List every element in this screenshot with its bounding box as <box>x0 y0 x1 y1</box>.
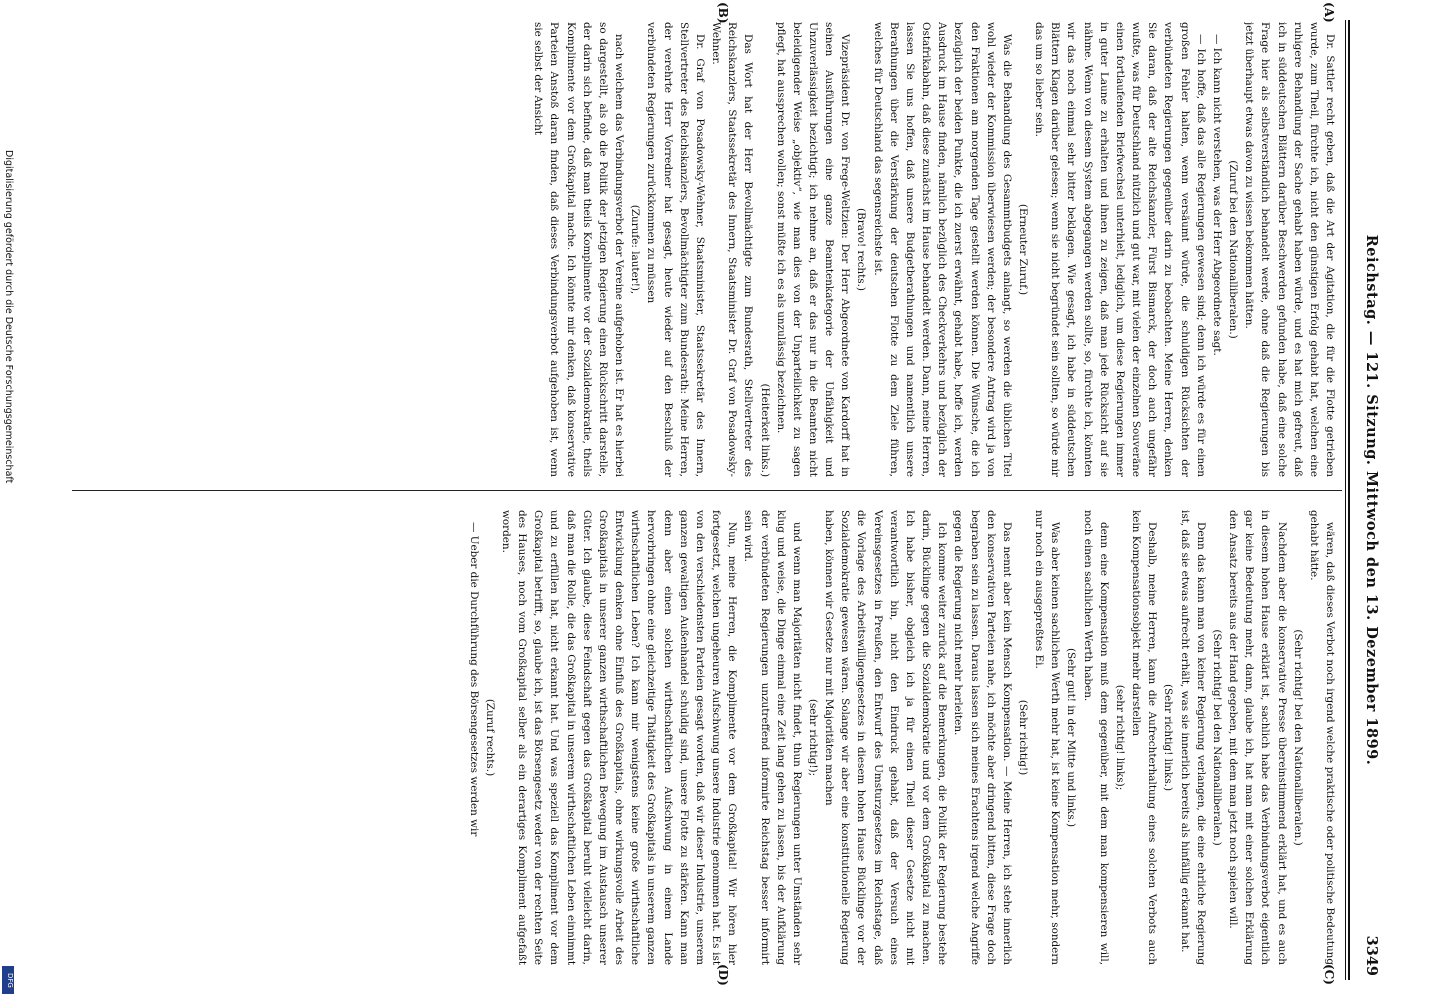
paragraph: — Ich kann nicht verstehen, was der Herr Abgeordnete sagt. <box>1210 34 1223 356</box>
column-divider <box>72 490 1342 491</box>
paragraph: und wenn man Majoritäten nicht findet, thun Regierungen unter Umständen sehr klug und weise, die Dinge einmal eine Zeit lang gehen zu lassen, bis der Aufklärung der verbündeten Regierungen unzutreffend informirte Reichstag besser informirt sein wird. <box>742 510 803 965</box>
left-column <box>76 22 1338 477</box>
paragraph: nach welchem das Verbindungsverbot der Vereine aufgehoben ist. Er hat es hierbei so dargestellt, als ob die Politik der jetzigen Regierung einen Rückschritt darstelle, der darin sich befinde, daß man theils Komplimente vor der Sozialdemokratie, theils Komplimente vor dem Großkapital mache. Ich könnte mir denken, daß konservative Parteien Anstoß daran finden, daß dieses Verbindungsverbot aufgehoben ist, wenn sie selbst der Ansicht <box>532 22 626 477</box>
margin-mark-a: (A) <box>1322 2 1336 23</box>
interjection: (Sehr gut! in der Mitte und links.) <box>1065 647 1078 828</box>
interjection: (Sehr richtig!) <box>1017 699 1030 776</box>
paragraph: denn eine Kompensation muß dem gegenüber, mit dem man kompensieren will, noch einen sachlichen Werth haben. <box>1081 510 1110 965</box>
paragraph: Das Wort hat der Herr Bevollmächtigte zum Bundesrath, Stellvertreter des Reichskanzlers, Staatssekretär des Innern, Staatsminister Dr. Graf von Posadowsky-Wehner. <box>710 22 755 477</box>
paragraph: Ich komme weiter zurück auf die Bemerkungen, die Politik der Regierung bestehe darin, Bücklinge gegen die Sozialdemokratie und vor dem Großkapital zu machen. Ich habe bisher, obgleich ich ja für einen Theil dieser Gesetze nicht mit verantwortlich bin, nicht den Eindruck gehabt, daß der Versuch eines Vereinsgesetzes in Preußen, den Entwurf des Umsturzgesetzes im Reichstage, daß die Vorlage des Arbeitswilligengesetzes in diesem hohen Hause Bücklinge vor der Sozialdemokratie gewesen wären. Solange wir aber eine konstitutionelle Regierung haben, können wir Gesetze nur mit Majoritäten machen <box>823 510 949 965</box>
paragraph: Nun, meine Herren, die Komplimente vor dem Großkapital! Wir hören hier fortgesetzt, welchen ungeheuren Aufschwung unsere Industrie genommen hat. Es ist von den verschiedensten Parteien gesagt worden, daß wir dieser Industrie, unserem ganzen gewaltigen Außenhandel schuldig sind, unsere Flotte zu stärken. Kann man denn aber einen solchen wirthschaftlichen Aufschwung in einem Lande hervorbringen ohne eine gleichzeitige Thätigkeit des Großkapitals in unserem ganzen wirthschaftlichen Leben? Ich kann mir wenigstens keine große wirthschaftliche Entwicklung denken ohne Einfluß des Großkapitals, ohne wirkungsvolle Arbeit des Großkapitals in unserer ganzen wirthschaftlichen Bewegung im Austausch unserer Güter. Ich glaube, diese Feindschaft gegen das Großkapital beruht vielleicht darin, daß man die Rolle, die das Großkapital in unserem wirthschaftlichen Leben einnimmt und zu erfüllen hat, nicht erkannt hat. Und was speziell das Kompliment vor dem Großkapital betrifft, so, glaube ich, ist das Börsengesetz weder von der rechten Seite des Hauses, noch vom Großkapital selber als ein derartiges Kompliment aufgefaßt worden. <box>500 510 739 965</box>
margin-mark-c: (C) <box>1322 964 1336 985</box>
running-head-title: Reichstag. — 121. Sitzung. Mittwoch den 13. Dezember 1899. <box>1363 234 1380 766</box>
interjection: (Zuruf bei den Nationalliberalen.) <box>1227 160 1240 339</box>
header-rule-thin <box>1345 20 1346 980</box>
digitization-credit <box>2 150 16 990</box>
margin-mark-d: (D) <box>716 964 730 986</box>
header-rule <box>1348 20 1350 980</box>
paragraph: Dr. Sattler recht geben, daß die Art der Agitation, die für die Flotte getrieben wurde, zum Theil, fürchte ich, nicht den günstigen Erfolg gehabt hat, welchen eine ruhigere Behandlung der Sache gehabt haben würde, und es hat mich gefreut, daß ich in süddeutschen Blättern darüber Beschwerden gefunden habe, daß eine solche Frage hier als selbstverständlich behandelt werde, ohne daß die Regierungen bis jetzt überhaupt etwas davon zu wissen bekommen hätten. <box>1243 22 1336 477</box>
interjection: (Sehr richtig! links.) <box>1162 683 1175 792</box>
running-header <box>1358 20 1384 980</box>
paragraph: wären, daß dieses Verbot noch irgend welche praktische oder politische Bedeutung gehabt hätte. <box>1307 510 1336 965</box>
interjection: (Erneuter Zuruf.) <box>1017 203 1030 296</box>
interjection: (Heiterkeit links.) <box>758 383 771 477</box>
paragraph: Nachdem aber die konservative Presse übereinstimmend erklärt hat, und es auch in diesem hohen Hause erklärt ist, sachlich habe das Verbindungsverbot eigentlich gar keine Bedeutung mehr, dann, glaube ich, hat man mit einer solchen Erklärung den Ansatz bereits aus der Hand gegeben, mit dem man jetzt noch spielen will. <box>1227 510 1288 965</box>
right-column <box>76 510 1338 965</box>
paragraph: Was die Behandlung des Gesammtbudgets anlangt, so werden die üblichen Titel wohl wieder der Kommission überwiesen werden; der besondere Antrag wird ja von den Fraktionen am morgenden Tage gestellt werden können. Die Wünsche, die ich bezüglich der beiden Punkte, die ich zuerst erwähnt, gehabt habe, hoffe ich, werden Ausdruck im Hause finden, nämlich bezüglich des Checkverkehrs und bezüglich der Ostafrikabahn, daß diese zunächst im Hause behandelt werden. Dann, meine Herren, lassen Sie uns hoffen, daß unsere Budgetberathungen und namentlich unsere Berathungen über die Verstärkung der deutschen Flotte zu dem Ziele führen, welches für Deutschland das segensreichste ist. <box>871 22 1013 477</box>
paragraph: Was aber keinen sachlichen Werth mehr hat, ist keine Kompensation mehr, sondern nur noch ein ausgepreßtes Ei. <box>1033 510 1062 965</box>
interjection: (Bravo! rechts.) <box>855 208 868 291</box>
paragraph: Dr. Graf von Posadowsky-Wehner, Staatsminister, Staatssekretär des Innern, Stellvertreter des Reichskanzlers, Bevollmächtigter zum Bundesrath: Meine Herren, der verehrte Herr Vorredner hat gesagt, heute wieder auf den Beschluß der verbündeten Regierungen zurückkommen zu müssen <box>645 22 706 477</box>
page-number: 3349 <box>1363 935 1380 976</box>
paragraph: — Ich hoffe, daß das alle Regierungen gewesen sind; denn ich würde es für einen großen Fehler halten, wenn versäumt würde, die schuldigen Rücksichten der verbündeten Regierungen gegenüber darin zu beobachten. Meine Herren, denken Sie daran, daß der alte Reichskanzler, Fürst Bismarck, der doch auch ungefähr wußte, was für Deutschland nützlich und gut war, mit vielen der einzelnen Souveräne einen fortlaufenden Briefwechsel unterhielt, lediglich, um diese Regierungen immer in guter Laune zu erhalten und ihnen zu zeigen, daß man jede Rücksicht auf sie nähme. Wenn von diesem System abgegangen werden sollte, so, fürchte ich, könnten wir das noch einmal sehr bitter beklagen. Wie gesagt, ich habe in süddeutschen Blättern Klagen darüber gelesen; wenn sie nicht begründet sein sollten, so würde mir das um so lieber sein. <box>1033 22 1207 477</box>
paragraph: Denn das kann man von keiner Regierung verlangen, die eine ehrliche Regierung ist, daß sie etwas aufrecht erhält, was sie innerlich bereits als hinfällig erkannt hat. <box>1178 510 1207 965</box>
margin-mark-b: (B) <box>716 2 730 24</box>
interjection: (Zurufe: lauter!), <box>629 204 642 295</box>
interjection: (Sehr richtig! bei den Nationalliberalen.) <box>1210 629 1223 846</box>
interjection: (sehr richtig! links); <box>1113 684 1126 791</box>
interjection: (Zuruf rechts.) <box>483 698 496 777</box>
dfg-logo: DFG <box>2 966 14 994</box>
paragraph: Vizepräsident Dr. von Frege-Weltzien: Der Herr Abgeordnete von Kardorff hat in seinen Ausführungen eine ganze Beamtenkategorie der Unfähigkeit und Unzuverlässigkeit bezichtigt; ich nehme an, daß er das nur in die Beamten nicht beleidigender Weise „objektiv“, wie man dies von der Unparteilichkeit zu sagen pflegt, hat aussprechen wollen; sonst müßte ich es als unzulässig bezeichnen. <box>774 22 852 477</box>
paragraph: Deshalb, meine Herren, kann die Aufrechterhaltung eines solchen Verbots auch kein Kompensationsobjekt mehr darstellen <box>1130 510 1159 965</box>
paragraph: Das nennt aber kein Mensch Kompensation. — Meine Herren, ich stehe innerlich den konservativen Parteien nahe, ich möchte aber dringend bitten, diese Frage doch begraben sein zu lassen. Daraus lassen sich meines Erachtens irgend welche Angriffe gegen die Regierung nicht mehr herleiten. <box>952 510 1013 965</box>
interjection: (Sehr richtig! bei den Nationalliberalen.) <box>1291 629 1304 846</box>
paragraph: — Ueber die Durchführung des Börsengesetzes werden wir <box>467 522 480 837</box>
interjection: (sehr richtig!); <box>807 698 819 777</box>
scanned-page <box>56 0 1390 1000</box>
credit-text: Digitalisierung gefördert durch die Deutsche Forschungsgemeinschaft <box>3 150 14 484</box>
